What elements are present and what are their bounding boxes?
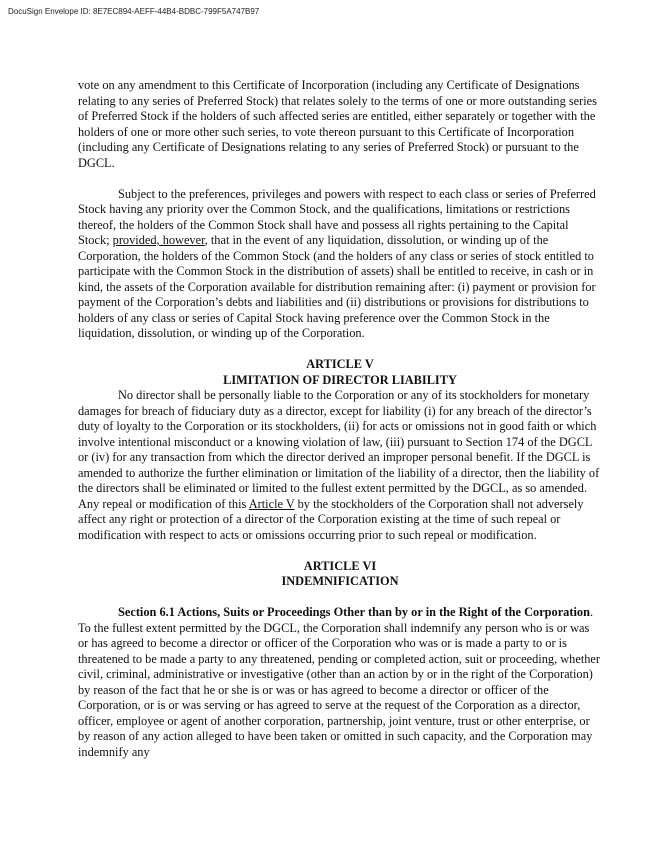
document-page — [78, 78, 602, 760]
section-title: Section 6.1 Actions, Suits or Proceedings Other than by or in the Right of the Corporation — [118, 605, 590, 619]
section-6-1-paragraph — [78, 605, 602, 760]
article-v-title: LIMITATION OF DIRECTOR LIABILITY — [223, 372, 457, 387]
underlined-term: provided, however — [112, 233, 205, 247]
paragraph-voting: vote on any amendment to this Certificate of Incorporation (including any Certificate of Designations relating to any series of Preferred Stock) that relates solely to the terms of one or more outstanding series of Preferred Stock if the holders of such affected series are entitled, either separately or together with the holders of one or more other such series, to vote thereon pursuant to this Certificate of Incorporation (including any Certificate of Designations relating to any series of Preferred Stock) or pursuant to the DGCL. — [78, 78, 597, 170]
paragraph-text: by the stockholders of the Corporation shall not adversely affect any right or protection of a director of the Corporation existing at the time of such repeal or modification with respect to acts or omissions occurring prior to such repeal or modification. — [78, 496, 584, 542]
envelope-id: DocuSign Envelope ID: 8E7EC894-AEFF-44B4-BDBC-799F5A747B97 — [8, 7, 260, 16]
article-vi-title: INDEMNIFICATION — [281, 574, 399, 588]
paragraph-director-liability — [78, 388, 602, 543]
paragraph-capital-stock-rights — [78, 187, 602, 342]
paragraph-text: Subject to the preferences, privileges and powers with respect to each class or series of Preferred Stock having any priority over the Common Stock, and the qualifications, limitations or restrictions thereof, the holders of the Common Stock shall have and possess all rights pertaining to the Capital Stock; — [78, 186, 596, 247]
article-v-heading: ARTICLE V — [306, 357, 374, 371]
article-vi-heading: ARTICLE VI — [303, 558, 377, 573]
article-reference: Article V — [248, 496, 295, 511]
paragraph-text: , that in the event of any liquidation, dissolution, or winding up of the Corporation, the holders of the Common Stock (and the holders of any class or series of stock entitled to participate with the Common Stock in the distribution of assets) shall be entitled to receive, in cash or in kind, the assets of the Corporation available for distribution remaining after: (i) payment or provision for payment of the Corporation’s debts and liabilities and (ii) distributions or provisions for distributions to holders of any class or series of Capital Stock having preference over the Common Stock in the liquidation, dissolution, or winding up of the Corporation. — [78, 233, 596, 340]
paragraph-text: No director shall be personally liable to the Corporation or any of its stockholders for monetary damages for breach of fiduciary duty as a director, except for liability (i) for any breach of the director’s duty of loyalty to the Corporation or its stockholders, (ii) for acts or omissions not in good faith or which involve intentional misconduct or a knowing violation of law, (iii) pursuant to Section 174 of the DGCL or (iv) for any transaction from which the director derived an improper personal benefit. If the DGCL is amended to authorize the further elimination or limitation of the liability of a director, then the liability of the directors shall be eliminated or limited to the fullest extent permitted by the DGCL, as so amended. Any repeal or modification of this — [78, 388, 600, 511]
paragraph-text: . To the fullest extent permitted by the DGCL, the Corporation shall indemnify any person who is or was or has agreed to become a director or officer of the Corporation who was or is made a party to or is threatened to be made a party to any threatened, pending or completed action, suit or proceeding, whether civil, criminal, administrative or investigative (other than an action by or in the right of the Corporation) by reason of the fact that he or she is or was or has agreed to become a director or officer of the Corporation, or is or was serving or has agreed to serve at the request of the Corporation as a director, officer, employee or agent of another corporation, partnership, joint venture, trust or other enterprise, or by reason of any action alleged to have been taken or omitted in such capacity, and the Corporation may indemnify any — [78, 605, 601, 759]
